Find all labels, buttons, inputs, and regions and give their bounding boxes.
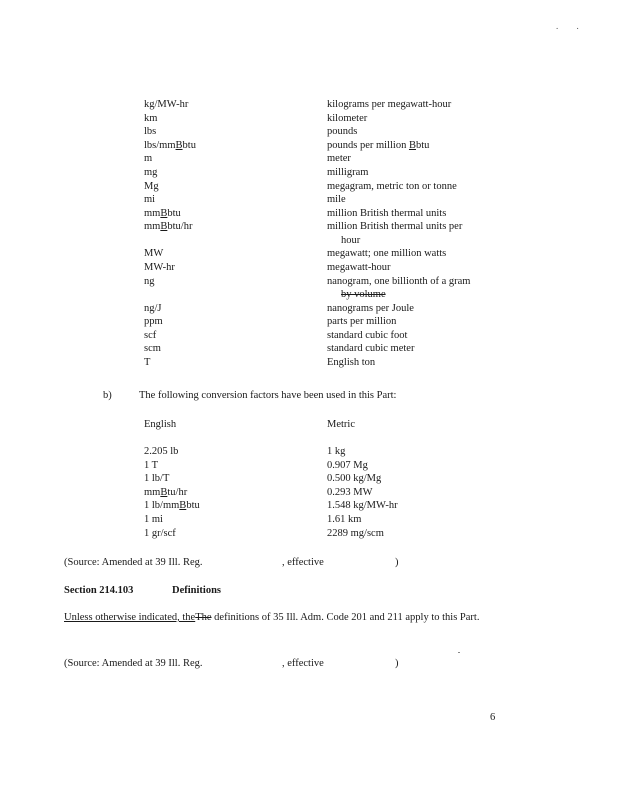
source-close: )	[395, 658, 399, 669]
definition-continuation: hour	[341, 234, 361, 246]
paragraph-text: definitions of 35 Ill. Adm. Code 201 and 211 apply to this Part.	[211, 612, 480, 623]
section-title: Definitions	[172, 585, 222, 596]
abbreviation-term: kg/MW-hr	[144, 99, 189, 110]
source-close: )	[395, 557, 399, 568]
scan-speck	[458, 652, 460, 653]
abbreviation-row	[144, 342, 504, 356]
abbreviation-definition: milligram	[327, 166, 369, 178]
source-prefix: (Source: Amended at 39 Ill. Reg.	[64, 557, 203, 568]
inserted-text: B	[160, 486, 168, 498]
inserted-text: Unless otherwise indicated, the	[64, 612, 196, 623]
abbreviation-term: Mg	[144, 180, 159, 192]
abbreviation-row	[144, 166, 504, 180]
abbreviation-definition: nanogram, one billionth of a gram by volume	[327, 275, 499, 302]
abbreviation-term: scm	[144, 343, 161, 355]
abbreviation-definition: pounds	[327, 126, 358, 138]
conversion-row	[144, 472, 504, 486]
abbreviation-term: scf	[144, 329, 157, 341]
section-number: Section 214.103	[64, 585, 134, 596]
conversion-row	[144, 459, 504, 473]
abbreviation-definition: nanograms per Joule	[327, 302, 414, 314]
abbreviation-row	[144, 98, 504, 112]
abbreviation-row	[144, 247, 504, 261]
english-value: 1 T	[144, 459, 159, 471]
conversion-row	[144, 499, 504, 513]
abbreviation-row	[144, 315, 504, 329]
abbreviation-term: ppm	[144, 316, 163, 328]
abbreviation-row	[144, 125, 504, 139]
abbreviation-definition: million British thermal units	[327, 207, 447, 219]
abbreviation-definition: meter	[327, 153, 351, 165]
abbreviation-definition: parts per million	[327, 316, 397, 328]
abbreviation-row	[144, 220, 504, 247]
inserted-text: B	[179, 500, 187, 512]
abbreviation-row	[144, 261, 504, 275]
deleted-text: by volume	[341, 289, 386, 301]
english-column-header: English	[144, 419, 177, 430]
english-value: 1 gr/scf	[144, 527, 176, 539]
english-value: 1 lb/T	[144, 473, 170, 485]
page-number: 6	[490, 712, 496, 723]
source-effective: , effective	[282, 557, 324, 568]
english-value: 1 lb/mmBbtu	[144, 500, 200, 512]
metric-value: 1 kg	[327, 446, 346, 457]
abbreviation-term: ng	[144, 275, 155, 287]
conversion-table	[144, 445, 504, 540]
metric-value: 0.293 MW	[327, 486, 373, 498]
deleted-text: The	[195, 612, 212, 623]
abbreviation-definition: English ton	[327, 356, 376, 368]
metric-value: 1.548 kg/MW-hr	[327, 500, 398, 512]
english-value: 2.205 lb	[144, 446, 179, 457]
abbreviation-row	[144, 193, 504, 207]
abbreviation-term: m	[144, 153, 153, 165]
abbreviation-term: mi	[144, 194, 156, 206]
abbreviation-term: MW-hr	[144, 261, 175, 273]
inserted-text: B	[160, 207, 168, 219]
source-effective: , effective	[282, 658, 324, 669]
abbreviation-row	[144, 112, 504, 126]
inserted-text: B	[408, 139, 416, 151]
abbreviation-definition: mile	[327, 194, 346, 206]
metric-value: 0.907 Mg	[327, 459, 368, 471]
conversion-row	[144, 513, 504, 527]
abbreviation-term: mmBbtu	[144, 207, 181, 219]
inserted-text: B	[175, 139, 183, 151]
abbreviation-definition: million British thermal units per hour	[327, 220, 499, 247]
metric-value: 0.500 kg/Mg	[327, 473, 382, 485]
abbreviation-term: mg	[144, 166, 158, 178]
abbreviation-term: MW	[144, 248, 164, 260]
abbreviation-term: lbs/mmBbtu	[144, 139, 196, 151]
english-value: 1 mi	[144, 513, 163, 525]
abbreviation-row	[144, 329, 504, 343]
conversion-row	[144, 486, 504, 500]
abbreviation-term: km	[144, 112, 158, 124]
abbreviation-row	[144, 139, 504, 153]
abbreviation-term: mmBbtu/hr	[144, 221, 193, 233]
source-prefix: (Source: Amended at 39 Ill. Reg.	[64, 658, 203, 669]
abbreviation-term: ng/J	[144, 302, 162, 314]
abbreviation-definition: kilograms per megawatt-hour	[327, 99, 452, 110]
abbreviation-definition: megawatt-hour	[327, 261, 391, 273]
abbreviation-row	[144, 302, 504, 316]
abbreviation-row	[144, 207, 504, 221]
abbreviation-term: T	[144, 356, 151, 368]
section-heading	[64, 584, 222, 598]
english-value: mmBtu/hr	[144, 486, 188, 498]
conversion-row	[144, 445, 504, 459]
abbreviation-row	[144, 275, 504, 302]
subsection-text: The following conversion factors have been used in this Part:	[139, 390, 397, 401]
metric-column-header: Metric	[327, 419, 355, 430]
abbreviation-definition: megagram, metric ton or tonne	[327, 180, 457, 192]
conversion-row	[144, 527, 504, 541]
metric-value: 1.61 km	[327, 513, 362, 525]
abbreviation-row	[144, 356, 504, 370]
metric-value: 2289 mg/scm	[327, 527, 384, 539]
abbreviation-definition: standard cubic foot	[327, 329, 408, 341]
abbreviation-term: lbs	[144, 126, 157, 138]
abbreviation-definition: pounds per million Bbtu	[327, 139, 430, 151]
abbreviation-definition: megawatt; one million watts	[327, 248, 447, 260]
abbreviation-definition: kilometer	[327, 112, 368, 124]
inserted-text: B	[160, 221, 168, 233]
abbreviation-definition: standard cubic meter	[327, 343, 415, 355]
conversion-header-row	[144, 418, 504, 432]
subsection-label: b)	[103, 390, 112, 401]
abbreviations-list	[144, 98, 504, 370]
abbreviation-row	[144, 152, 504, 166]
corner-marks: . .	[556, 21, 587, 31]
definitions-paragraph	[64, 611, 504, 625]
abbreviation-row	[144, 180, 504, 194]
